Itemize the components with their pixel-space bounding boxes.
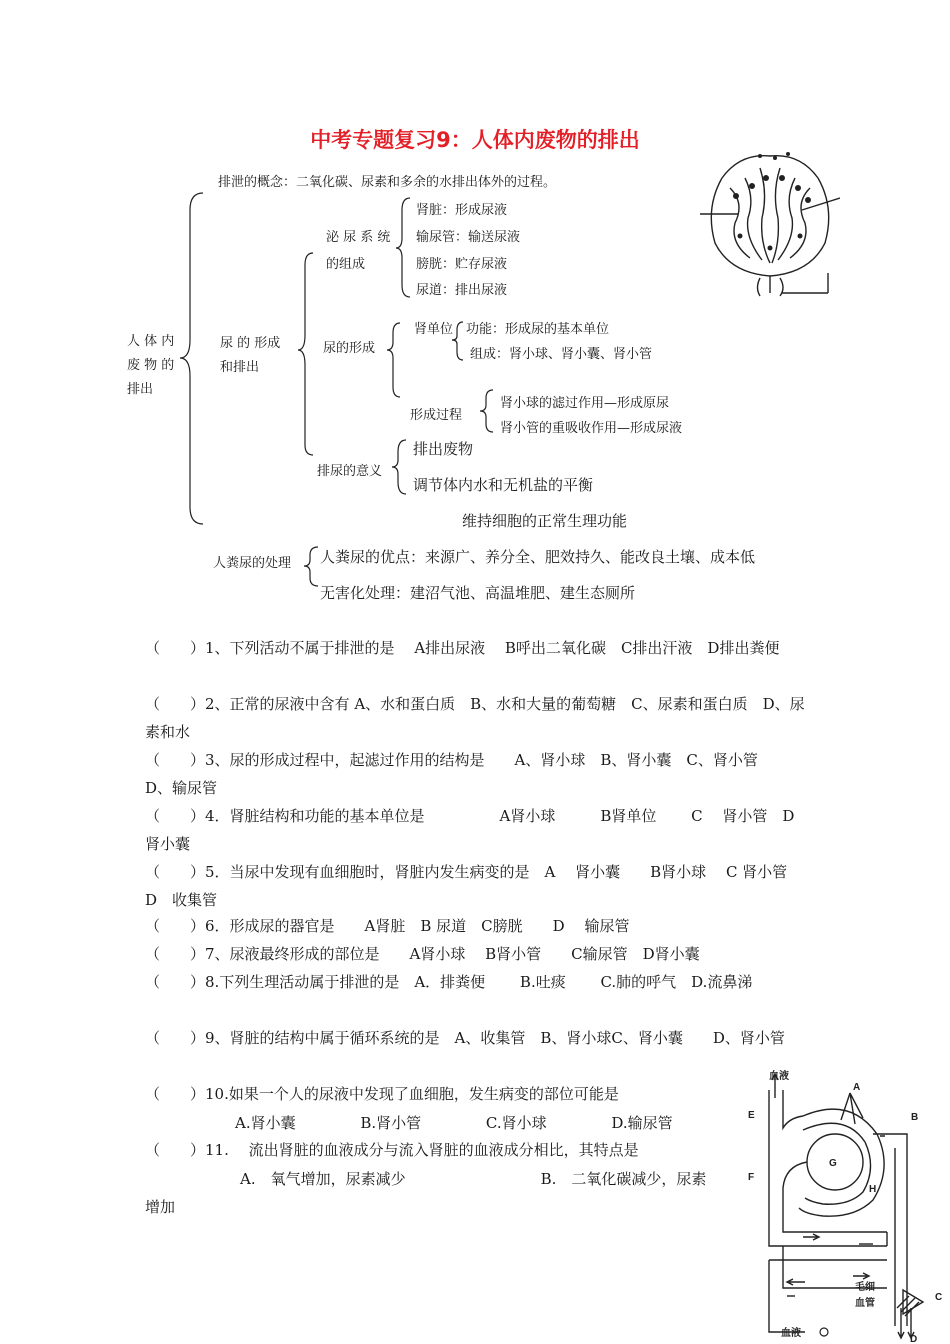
formation-label: 尿的形成 (323, 341, 376, 356)
nephron-illustration (700, 148, 840, 300)
system-item-ureter: 输尿管：输送尿液 (416, 230, 521, 245)
question-9: （ ）9、肾脏的结构中属于循环系统的是 A、收集管 B、肾小球C、肾小囊 D、肾小管 (145, 1029, 785, 1047)
diagram-label-h: H (869, 1184, 877, 1195)
brace-process (480, 390, 493, 432)
brace-urine (298, 253, 313, 455)
question-7: （ ）7、尿液最终形成的部位是 A肾小球 B肾小管 C输尿管 D肾小囊 (145, 945, 700, 963)
system-label-2: 的组成 (326, 257, 366, 272)
process-reabsorption: 肾小管的重吸收作用—形成尿液 (500, 421, 683, 436)
brace-root (180, 193, 203, 524)
diagram-label-c: C (935, 1292, 943, 1303)
root-label-3: 排出 (127, 382, 154, 397)
diagram-capillary-1: 毛细 (855, 1282, 875, 1293)
question-4: （ ）4．肾脏结构和功能的基本单位是 A肾小球 B肾单位 C 肾小管 D 肾小囊 (145, 807, 810, 853)
question-10-options: A.肾小囊 B.肾小管 C.肾小球 D.输尿管 (235, 1114, 673, 1132)
brace-formation (387, 323, 400, 397)
nephron-function: 功能：形成尿的基本单位 (466, 322, 610, 337)
page-title: 中考专题复习9：人体内废物的排出 (310, 128, 640, 152)
process-filtration: 肾小球的滤过作用—形成原尿 (500, 396, 670, 411)
diagram-blood-in: 血液 (769, 1071, 789, 1082)
root-label-2: 废 物 的 (127, 358, 175, 373)
nephron-composition: 组成：肾小球、肾小囊、肾小管 (470, 347, 653, 362)
question-11: （ ）11. 流出肾脏的血液成分与流入肾脏的血液成分相比，其特点是 (145, 1141, 639, 1159)
urine-label-2: 和排出 (220, 360, 260, 375)
meaning-item-1: 排出废物 (413, 440, 474, 458)
question-10: （ ）10.如果一个人的尿液中发现了血细胞，发生病变的部位可能是 (145, 1085, 619, 1103)
brace-unit (452, 322, 463, 360)
meaning-item-3: 维持细胞的正常生理功能 (462, 512, 628, 530)
waste-item-treatment: 无害化处理：建沼气池、高温堆肥、建生态厕所 (320, 584, 636, 602)
diagram-label-g: G (829, 1158, 837, 1169)
nephron-label: 肾单位 (414, 322, 454, 337)
root-label-1: 人 体 内 (127, 334, 175, 349)
question-1: （ ）1、下列活动不属于排泄的是 A排出尿液 B呼出二氧化碳 C排出汗液 D排出粪便 (145, 639, 780, 657)
brace-waste (304, 547, 318, 586)
question-11-options: A. 氧气增加，尿素减少 B. 二氧化碳减少，尿素 (240, 1170, 707, 1188)
meaning-item-2: 调节体内水和无机盐的平衡 (413, 476, 594, 494)
diagram-label-b: B (911, 1112, 919, 1123)
system-item-bladder: 膀胱：贮存尿液 (416, 257, 508, 272)
waste-item-advantages: 人粪尿的优点：来源广、养分全、肥效持久、能改良土壤、成本低 (320, 548, 756, 566)
diagram-blood-out: 血液 (781, 1328, 801, 1339)
brace-meaning (392, 440, 406, 494)
meaning-label: 排尿的意义 (317, 464, 383, 479)
waste-label: 人粪尿的处理 (213, 556, 292, 571)
diagram-label-f: F (748, 1172, 755, 1183)
question-3: （ ）3、尿的形成过程中，起滤过作用的结构是 A、肾小球 B、肾小囊 C、肾小管 D、输尿管 (145, 751, 788, 797)
system-item-urethra: 尿道：排出尿液 (416, 283, 508, 298)
question-8: （ ）8.下列生理活动属于排泄的是 A．排粪便 B.吐痰 C.肺的呼气 D.流鼻涕 (145, 973, 753, 991)
system-item-kidney: 肾脏：形成尿液 (416, 203, 508, 218)
diagram-capillary-2: 血管 (855, 1298, 875, 1309)
question-11-continued: 增加 (145, 1198, 176, 1216)
urine-label-1: 尿 的 形成 (220, 336, 281, 351)
brace-system (396, 198, 410, 297)
process-label: 形成过程 (410, 408, 463, 423)
question-5: （ ）5．当尿中发现有血细胞时，肾脏内发生病变的是 A 肾小囊 B肾小球 C 肾小管 D 收集管 (145, 863, 803, 909)
diagram-label-a: A (853, 1082, 861, 1093)
nephron-diagram (745, 1068, 945, 1344)
system-label-1: 泌 尿 系 统 (326, 230, 391, 245)
diagram-label-e: E (748, 1110, 755, 1121)
excretion-concept: 排泄的概念：二氧化碳、尿素和多余的水排出体外的过程。 (218, 175, 557, 190)
diagram-label-d: D (910, 1334, 918, 1344)
question-6: （ ）6．形成尿的器官是 A肾脏 B 尿道 C膀胱 D 输尿管 (145, 917, 630, 935)
question-2: （ ）2、正常的尿液中含有 A、水和蛋白质 B、水和大量的葡萄糖 C、尿素和蛋白质 D、尿素和水 (145, 695, 805, 741)
